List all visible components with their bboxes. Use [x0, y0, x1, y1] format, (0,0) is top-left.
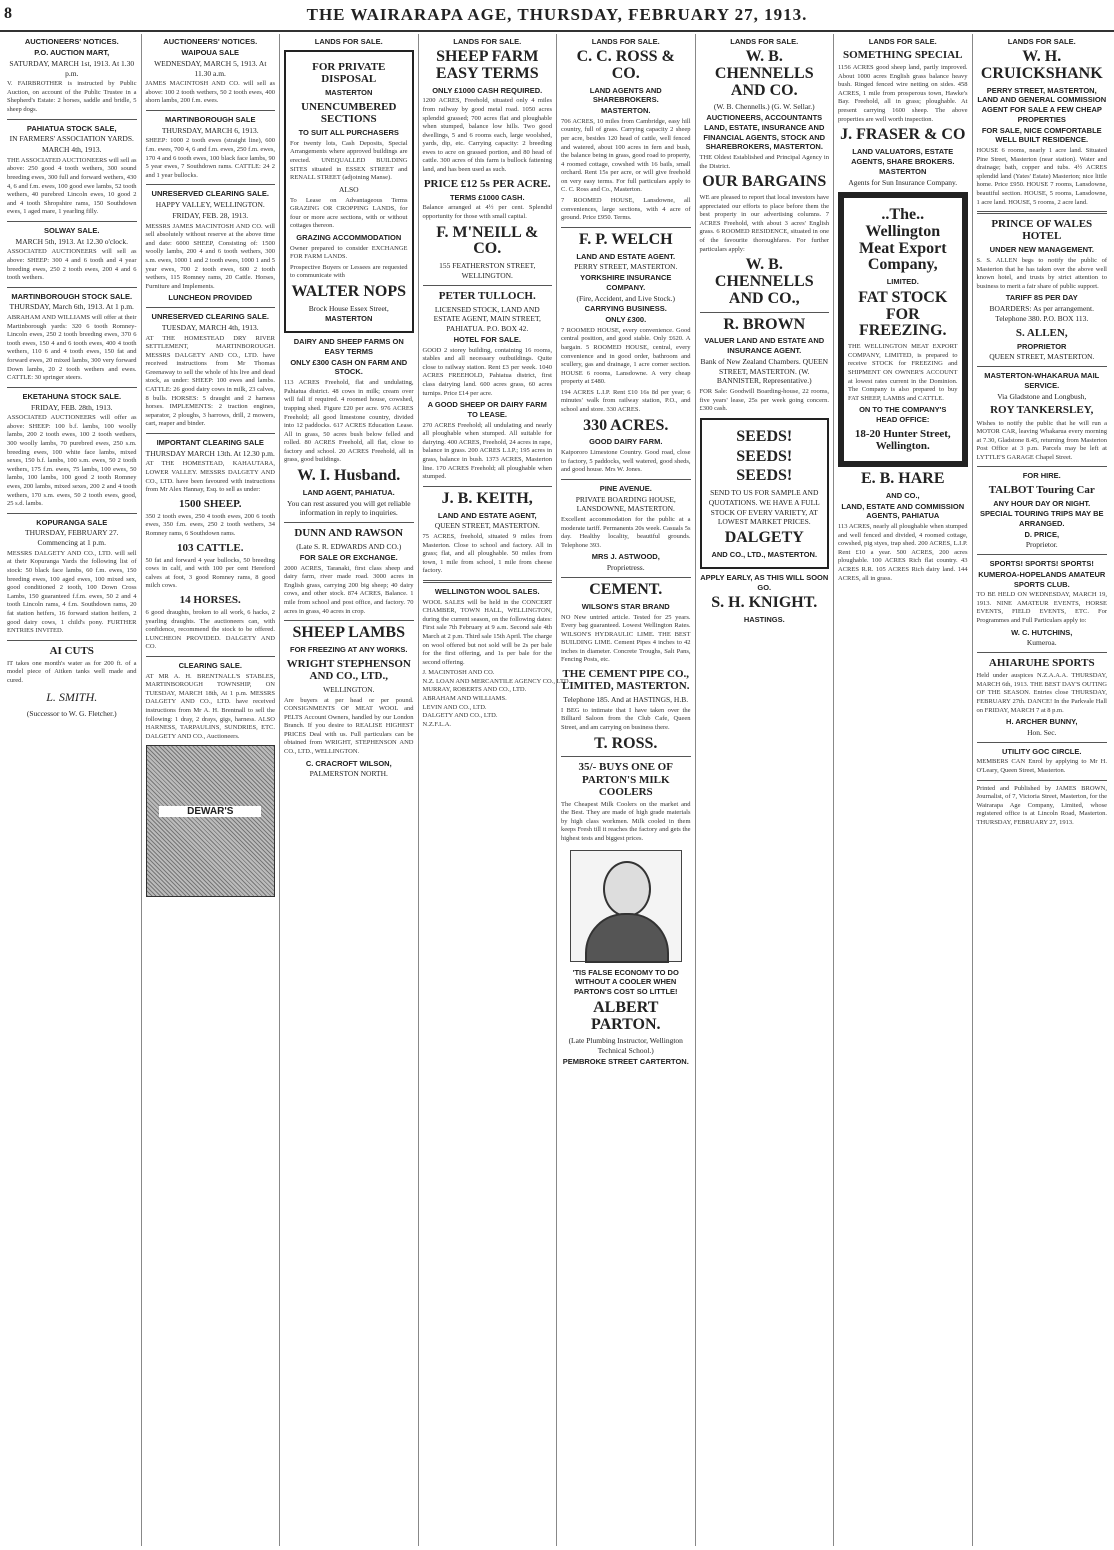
advertiser-note: You can rest assured you will get reliable information in reply to inquiries.: [286, 498, 411, 518]
notice-body: MESSRS DALGETY AND CO., LTD. will sell at their Kopuranga Yards the following list of stock: 50 black face lambs, 60 f.m. ewes, 150 breeding ewes, 100 aged ewes, 100 mixed sex, good conditioned 2 tooth, 100 Down Cross Lambs, 150 guaranteed f.f.m. ewes, 50 2 and 4 tooth Lincoln rams, 4 f.m. Southdown rams, 20 fat station heifers, 16 forward station heifers, 2 good dairy cows, 1 child's pony. FURTHER ENTRIES INVITED.: [7, 549, 137, 635]
ad-subheading: UNDER NEW MANAGEMENT.: [989, 245, 1094, 255]
divider: [7, 119, 137, 120]
lot-body: 6 good draughts, broken to all work, 6 hacks, 2 yearling draughts. The auctioneers can, with confidence, recommend the stock to be offered. LUNCHEON PROVIDED. DALGETY AND CO.: [145, 609, 275, 651]
column-6: [696, 34, 835, 1546]
ad-body: 1200 ACRES, Freehold, situated only 4 miles from railway by good metal road. 1050 acres splendid grassed; 700 acres flat and ploughable when stumped, balance low hills. Two good dwellings, 5 and 6 rooms each, large woolshed, yards, dip, etc. Carrying capacity: 2 breeding ewes to acre on grassed portion, and 80 head of cattle. 300 acres of this farm is bullock fattening land, and has been used as such.: [422, 97, 552, 173]
notice-body: WOOL SALES will be held in the CONCERT CHAMBER, TOWN HALL, WELLINGTON, during the current season, on the following dates: First sale 7th February at 9 a.m. Second sale 4th March at 2 p.m. Third sale 15th April. The charge on wool offered but not sold will be 2s per bale for the first offering, and 1s per bale for the second offering.: [422, 598, 552, 666]
notice-heading: MASTERTON-WHAKARUA MAIL SERVICE.: [984, 371, 1100, 390]
notice-subheading: ONLY £300.: [605, 315, 647, 325]
advertiser-title: LAND, ESTATE AND COMMISSION AGENTS, PAHIATUA: [841, 501, 965, 521]
notice-heading: CLEARING SALE.: [178, 660, 242, 670]
notice-body: SHEEP: 1000 2 tooth ewes (straight line), 600 f.m. ewes, 700 4, 6 and f.m. ewes, 250 f.m. ewes, 170 4 and 6 tooth ewes, 100 black face lambs, 90 5 year ewes, 7 Southdown rams. CATTLE: 24 2 and 1 year bullocks.: [145, 137, 275, 179]
ad-heading: 330 ACRES.: [583, 416, 669, 434]
ad-heading: FAT STOCK FOR FREEZING.: [858, 288, 948, 340]
divider: [977, 652, 1108, 653]
advertiser-name: DALGETY: [724, 529, 804, 547]
notice-heading: PINE AVENUE.: [599, 483, 652, 493]
advertiser-name: R. BROWN: [723, 315, 806, 333]
lot-body: 50 fat and forward 4 year bullocks, 50 breeding cows in calf, and with 100 per cent Hereford calves at foot, 3 good Romney rams, 8 good milch cows.: [145, 556, 275, 590]
lot-heading: 1500 SHEEP.: [178, 497, 242, 510]
divider: [977, 554, 1108, 555]
ad-body: HOUSE 6 rooms, nearly 1 acre land. Situated Pine Street, Masterton (near station). Water and drainage; bath, copper and tubs. 4½ ACRES splendid land (Yates' Estate) Masterton; nice little home. Price £950. HOUSE 7 rooms, Lansdowne, beautiful section. HOUSE, 5 rooms, Lansdowne, 1 acre land. HOUSE, 5 rooms, 2 acre land.: [976, 147, 1107, 206]
divider: [146, 656, 276, 657]
meat-export-advertisement: [838, 192, 968, 467]
notice-date: THURSDAY, March 6th, 1913. At 1 p.m.: [9, 302, 134, 312]
notice-heading: WAIPOUA SALE: [181, 48, 240, 57]
ad-body: To Lease on Advantageous Terms GRAZING OR CROPPING LANDS, for four or more acre sections, with or without cottages thereon.: [290, 196, 408, 230]
notice-body: THE ASSOCIATED AUCTIONEERS will sell as above: 250 good 4 tooth wethers, 300 sound breeding ewes, 300 full and forward wethers, 430 4, 6 and f.m. ewes, 100 good ewe lambs, 52 tooth wethers, 40 purebred Lincoln ewes, 10 good 2 and 4 tooth Shropshire rams, 150 Southdown ewes, 1 aged mare, 1 yearling filly.: [7, 156, 137, 216]
notice-body: AT MR A. H. BRENTNALL'S STABLES, MARTINBOROUGH TOWNSHIP, ON TUESDAY, MARCH 18th, At 1 p.m. MESSRS DALGETY AND CO., LTD. have received instructions from Mr A. H. Brentnall to sell the following: 1 dray, 2 drays, gigs, harness. ALSO HARNESS, TARPAULINS, SUNDRIES, ETC. DALGETY AND CO., Auctioneers.: [145, 672, 275, 740]
ad-body: The Cheapest Milk Coolers on the market and the Best. They are made of high grade materials by high class workmen. Milk cooled in them keeps Fresh till it reaches the factory and gets the highest tests and biggest prices.: [561, 800, 691, 843]
agent-town: PALMERSTON NORTH.: [309, 769, 388, 779]
section-header: LANDS FOR SALE.: [453, 37, 522, 46]
notice-heading: A GOOD SHEEP OR DAIRY FARM TO LEASE.: [427, 400, 547, 419]
notice-subheading: HAPPY VALLEY, WELLINGTON.: [155, 200, 265, 210]
notice-date: THURSDAY MARCH 13th. At 12.30 p.m.: [145, 448, 275, 458]
ad-subheading: ON TO THE COMPANY'S HEAD OFFICE:: [859, 405, 947, 425]
advertiser-title: PERRY STREET, MASTERTON, LAND AND GENERAL COMMISSION AGENT FOR SALE A FEW CHEAP PROPERTIES: [977, 85, 1107, 124]
ad-heading: ..The.. Wellington Meat Export Company,: [858, 205, 947, 274]
advertiser-agency: Agents for Sun Insurance Company.: [848, 178, 958, 188]
divider: [7, 513, 137, 514]
ad-subheading: GRAZING ACCOMMODATION: [296, 232, 402, 242]
notice-date: MARCH 5th, 1913. At 12.30 o'clock.: [15, 236, 128, 246]
ad-signature: L. SMITH.: [46, 689, 98, 704]
ad-body: For twenty lots, Cash Deposits, Special Arrangements where approved buildings are erected. UNEQUALLED BUILDING SITES situated in ESSEX STREET and RENALL STREET (adjoining Manse).: [290, 139, 408, 182]
notice-body: I BEG to intimate that I have taken over the Billiard Saloon from the Club Cafe, Queen Street, and am carrying on business there.: [561, 706, 691, 732]
notice-body: JAMES MACINTOSH AND CO. will sell as above: 100 2 tooth wethers, 50 2 tooth ewes, 400 shorn lambs, 200 f.m. ewes.: [145, 80, 275, 105]
column-2: [142, 34, 281, 1546]
advertiser-name: WALTER NOPS: [291, 282, 407, 300]
portrait-body: [585, 913, 669, 963]
notice-heading: HOTEL FOR SALE.: [453, 334, 521, 344]
notice-body: ABRAHAM AND WILLIAMS will offer at their Martinborough yards: 320 6 tooth Romney-Lincoln ewes, 250 2 tooth breeding ewes, 370 6 tooth ewes, 150 4 and 6 tooth ewes, 400 4 tooth wethers, 110 6 and 4 tooth ewes, 150 fat and forward ewes, 20 mixed lambs, 300 very forward Down lambs, 20 2 tooth wethers and ewes. CATTLE: 30 springer steers.: [7, 314, 137, 382]
notice-subheading: KUMEROA-HOPELANDS AMATEUR SPORTS CLUB.: [978, 569, 1106, 589]
proprietor-name: S. ALLEN,: [1015, 326, 1068, 339]
ad-body: Kaipororo Limestone Country. Good road, close to factory, 5 paddocks, well watered, good sheds, and good house. Mrs W. Jones.: [561, 449, 691, 474]
advertiser-town: HASTINGS.: [743, 615, 785, 625]
divider: [977, 742, 1108, 743]
notice-date: TUESDAY, MARCH 4th, 1913.: [161, 322, 259, 332]
ad-body: Owner prepared to consider EXCHANGE FOR FARM LANDS.: [290, 244, 408, 261]
imprint: Printed and Published by JAMES BROWN, Journalist, of 7, Victoria Street, Masterton, for the Wairarapa Age Company, Limited, whose registered office is at Lincoln Road, Masterton. THURSDAY, FEBRUARY 27, 1913.: [976, 784, 1107, 826]
advertiser-town: MASTERTON: [879, 167, 927, 177]
advertiser-details: LICENSED STOCK, LAND AND ESTATE AGENT, MAIN STREET, PAHIATUA. P.O. BOX 42.: [433, 304, 541, 334]
divider: [7, 287, 137, 288]
notice-heading: IMPORTANT CLEARING SALE: [156, 437, 264, 447]
column-1: [3, 34, 142, 1546]
agent-name: C. CRACROFT WILSON,: [305, 758, 392, 768]
ad-address: 18-20 Hunter Street, Wellington.: [854, 427, 951, 452]
divider: [146, 184, 276, 185]
signatory: N.Z. LOAN AND MERCANTILE AGENCY CO., LTD.: [422, 677, 571, 685]
notice-body: MEMBERS CAN Enrol by applying to Mr H. O'Leary, Queen Street, Masterton.: [976, 758, 1107, 774]
ad-heading: SEEDS!: [736, 467, 793, 485]
divider: [7, 640, 137, 641]
contact-name: W. C. HUTCHINS,: [1011, 627, 1073, 637]
column-5: [557, 34, 696, 1546]
section-header: LANDS FOR SALE.: [868, 37, 937, 46]
ad-body: THE Oldest Established and Principal Agency in the District.: [699, 154, 829, 170]
advertiser-address: PERRY STREET, MASTERTON.: [574, 262, 678, 272]
ad-also: ALSO: [338, 184, 359, 194]
advertiser-address: PEMBROKE STREET CARTERTON.: [562, 1056, 689, 1066]
ad-subheading: GOOD DAIRY FARM.: [589, 437, 663, 447]
advertiser-name: DUNN AND RAWSON: [294, 527, 404, 540]
ad-subheading: FOR FREEZING AT ANY WORKS.: [290, 644, 408, 654]
advertiser-address: 155 FEATHERSTON STREET, WELLINGTON.: [439, 261, 536, 280]
notice-heading: FOR HIRE.: [1022, 471, 1061, 481]
advertiser-address: Bank of New Zealand Chambers. QUEEN STREET, MASTERTON. (W. BANNISTER, Representative.): [700, 356, 828, 386]
advertiser-name: W. B. CHENNELLS AND CO.,: [714, 256, 814, 307]
advertiser-suffix: AND CO.,: [885, 490, 920, 500]
advertisement-brand: DEWAR'S: [159, 806, 261, 817]
section-header: LANDS FOR SALE.: [591, 37, 660, 46]
notice-heading: SPORTS! SPORTS! SPORTS!: [989, 559, 1094, 569]
advertiser-name: W. B. CHENNELLS AND CO.: [714, 48, 814, 99]
notice-subheading: ONLY £300 CASH ON FARM AND STOCK.: [290, 357, 408, 377]
divider: [561, 577, 691, 578]
ad-heading: CEMENT.: [589, 580, 663, 598]
newspaper-title: THE WAIRARAPA AGE, THURSDAY, FEBRUARY 27, 1913.: [306, 5, 808, 24]
notice-heading: UNRESERVED CLEARING SALE.: [151, 312, 269, 321]
contact-town: Kumeroa.: [1026, 638, 1057, 648]
column-3: [280, 34, 419, 1546]
divider: [284, 522, 414, 523]
ad-subheading: FOR SALE, NICE COMFORTABLE WELL BUILT RESIDENCE.: [981, 125, 1102, 145]
divider: [146, 433, 276, 434]
divider: [561, 479, 691, 480]
column-7: [834, 34, 973, 1546]
ad-contact: BOARDERS: As per arrangement. Telephone 380. P.O. BOX 113.: [989, 304, 1095, 323]
ad-body: 7 ROOMED HOUSE, every convenience. Good central position, and good stable. Only £620. A bargain. 5 ROOMED HOUSE, central, every convenience and in good order, bathroom and scullery, gas and drainage, 1 acre corner section. HOUSE 6 rooms, Lansdowne. A very cheap property at £480.: [561, 326, 691, 386]
ad-subheading: LIMITED.: [886, 277, 919, 287]
ad-body: ANY HOUR DAY OR NIGHT. SPECIAL TOURING TRIPS MAY BE ARRANGED.: [980, 499, 1104, 528]
advertiser-name: T. ROSS.: [594, 734, 658, 752]
advertiser-name: ROY TANKERSLEY,: [990, 404, 1094, 417]
divider: [7, 387, 137, 388]
signatory: LEVIN AND CO., LTD.: [422, 703, 487, 711]
signatory: MURRAY, ROBERTS AND CO., LTD.: [422, 686, 527, 694]
notice-date: FRIDAY, FEB. 28, 1913.: [172, 210, 249, 220]
divider: [146, 110, 276, 111]
ad-body: NO New untried article. Tested for 25 years. Every bag guaranteed. Lowest Wellington Rates. WILSON'S HYDRAULIC LIME. THE BEST BUILDING LIME. Cement Pipes 4 inches to 42 inches in diameter. Concrete Troughs, Salt Pans, Fencing Posts, etc.: [561, 613, 691, 664]
advertiser-title: AUCTIONEERS, ACCOUNTANTS LAND, ESTATE, INSURANCE AND FINANCIAL AGENTS, STOCK AND SHAREBROKERS, MASTERTON.: [703, 113, 826, 152]
divider: [977, 366, 1108, 367]
notice-date: SATURDAY, MARCH 1st, 1913. At 1.30 p.m.: [9, 58, 135, 78]
divider: [423, 486, 553, 487]
ad-body: Balance arranged at 4½ per cent. Splendid opportunity for those with small capital.: [422, 204, 552, 220]
advertiser-name: WRIGHT STEPHENSON AND CO., LTD.,: [286, 657, 411, 682]
notice-body: 270 ACRES Freehold; all undulating and nearly all ploughable when stumped. All suitable for dairying. 400 ACRES, Freehold, 24 acres in rape, balance in grass. 200 ACRES L.I.P.; 195 acres in grass, balance in bush. 1373 ACRES, Masterton line. 170 ACRES Freehold; all ploughable when stumped.: [422, 421, 552, 481]
ad-body: WE are pleased to report that local investors have appreciated our efforts to place before them the best property in our advertising columns. 7 ACRES Freehold, with about 3 acres' English grass. 6 ROOMED RESIDENCE, situated in one of the favourite thoroughfares. For further particulars apply:: [699, 194, 829, 253]
notice-heading: UTILITY GOC CIRCLE.: [1002, 746, 1082, 756]
ad-body: 75 ACRES, freehold, situated 9 miles from Masterton. Close to school and factory. All in grass; flat, and all ploughable. 50 miles from town, 1 mile from school, 1 mile from cheese factory.: [422, 533, 552, 575]
ad-body: Wishes to notify the public that he will run a MOTOR CAR, leaving Whakarua every morning at 7.30, Gladstone 8.45, returning from Masterton Post Office at 3 p.m. Parcels may be left at LYTTLE'S GARAGE Chapel Street.: [976, 419, 1107, 461]
proprietor-name: D. PRICE,: [1024, 529, 1060, 539]
ad-body: 113 ACRES, nearly all ploughable when stumped and well fenced and divided, 4 roomed cottage, cowshed, pig styes, trap shed. 200 ACRES, L.I.P. Rent £10 a year. 500 ACRES, 200 acres ploughable. 100 ACRES Rich flat country. 43 ACRES R.R. 105 ACRES Rich dairy land. 144 ACRES, all in grass.: [838, 523, 968, 582]
advertiser-title: LAND AND ESTATE AGENT,: [437, 510, 537, 520]
ad-heading: SHEEP FARM EASY TERMS: [435, 48, 539, 82]
notice-heading: P.O. AUCTION MART,: [34, 48, 110, 57]
advertiser-details: Telephone 185. And at HASTINGS, H.B.: [563, 695, 689, 705]
advertiser-name: E. B. HARE: [860, 470, 945, 487]
signatories: [422, 669, 571, 729]
ad-body: S. S. ALLEN begs to notify the public of Masterton that he has taken over the above well known hotel, and trusts by strict attention to business to merit a fair share of public support.: [976, 257, 1107, 290]
advertiser-name: W. H. CRUICKSHANK: [980, 48, 1103, 82]
ad-location: MASTERTON: [325, 88, 373, 98]
notice-heading: UNRESERVED CLEARING SALE.: [151, 189, 269, 199]
ad-body: Prospective Buyers or Lessees are requested to communicate with: [290, 263, 408, 280]
notice-date: FRIDAY, FEB. 28th, 1913.: [31, 402, 113, 412]
notice-heading: PAHIATUA STOCK SALE,: [26, 123, 117, 133]
divider: [7, 221, 137, 222]
portrait-illustration: [570, 850, 682, 962]
advertiser-name: PETER TULLOCH.: [438, 289, 536, 302]
notice-heading: KOPURANGA SALE: [36, 517, 108, 527]
notice-heading: EKETAHUNA STOCK SALE.: [22, 391, 122, 401]
notice-date: THURSDAY, FEBRUARY 27. Commencing at 1 p.m.: [25, 528, 119, 548]
advertiser-agency-note: (Fire, Accident, and Live Stock.): [576, 293, 675, 303]
notice-body: TO BE HELD ON WEDNESDAY, MARCH 19, 1913. NINE AMATEUR EVENTS, HORSE EVENTS, FIELD EVENTS, ETC. For Programmes and Full Particulars apply to:: [976, 591, 1107, 625]
advertiser-partners: (W. B. Chennells.) (G. W. Sellar.): [713, 102, 815, 112]
notice-heading: CARRYING BUSINESS.: [584, 304, 667, 314]
proprietor-name: MRS J. ASTWOOD,: [591, 552, 660, 562]
notice-body: AT THE HOMESTEAD DRY RIVER SETTLEMENT, MARTINBOROUGH. MESSRS DALGETY AND CO., LTD. have received instructions from Mr Thomas Greenaway to sell the whole of his live and dead stock, as under: SHEEP: 100 ewes and lambs. CATTLE: 26 good dairy cows in milk, 23 calves, 8 bulls. HORSES: 5 draught and 2 harness horses. IMPLEMENTS: 2 traction engines, separator, 2 ploughs, 3 harrows, drill, 2 mowers, cart, reaper and binder.: [145, 334, 275, 428]
ad-heading: SOMETHING SPECIAL: [843, 49, 963, 61]
proprietor-title: PROPRIETOR: [1017, 341, 1067, 351]
ad-body: FOR Sale: Goodwill Boarding-house, 22 rooms, five years' lease, 25s per week going concern. £300 cash.: [699, 388, 829, 413]
ad-subheading: TO SUIT ALL PURCHASERS: [298, 128, 399, 138]
advertiser-title: LAND AND ESTATE AGENT.: [576, 251, 676, 261]
ad-signature-note: (Successor to W. G. Fletcher.): [26, 708, 117, 718]
advertiser-title: LAND AGENTS AND SHAREBROKERS.: [589, 85, 662, 105]
notice-subheading: Via Gladstone and Longbush,: [997, 391, 1087, 401]
ad-body: IT takes one month's water as for 200 ft. of a model piece of Aitken tanks well made and cured.: [7, 659, 137, 684]
ad-heading: TALBOT Touring Car: [988, 484, 1095, 497]
signatory: J. MACINTOSH AND CO.: [422, 669, 495, 677]
ad-body: Are buyers at per head or per pound. CONSIGNMENTS OF MEAT WOOL and PELTS Account Owners, handled by our London Branch. If you desire to REALISE HIGHEST PRICES Deal with us. Full particulars can be obtained from WRIGHT, STEPHENSON AND CO., LTD., WELLINGTON.: [284, 696, 414, 756]
divider: [561, 756, 691, 757]
divider: [423, 580, 553, 583]
ad-subheading: UNENCUMBERED SECTIONS: [301, 100, 397, 126]
signatory: DALGETY AND CO., LTD.: [422, 712, 498, 720]
seeds-advertisement: [700, 418, 830, 569]
notice-body: 2000 ACRES, Taranaki, first class sheep and dairy farm, river made road. 3000 acres in English grass, carrying 200 big sheep; 40 dairy cows, and other stock. 874 ACRES, Balance. 1 mile from school and post office, and factory. 70 acres in grass, 40 acres in crop.: [284, 564, 414, 615]
signatory: ABRAHAM AND WILLIAMS.: [422, 695, 507, 703]
notice-heading: SOLWAY SALE.: [44, 225, 100, 235]
divider: [700, 312, 830, 313]
terms-line: TERMS £1000 CASH.: [449, 192, 525, 202]
contact-name: H. ARCHER BUNNY,: [1006, 717, 1078, 727]
section-header: LANDS FOR SALE.: [1007, 37, 1076, 46]
notice-body: GOOD 2 storey building, containing 16 rooms, stables and all necessary outbuildings. Quite close to railway station. Rent £3 per week. 1040 ACRES FREEHOLD, Pahiatua district, first class dairying land. 600 acres grass, 60 acres turnips. Price £14 per acre.: [422, 346, 552, 397]
portrait-head: [603, 861, 651, 917]
advertiser-town: MASTERTON: [325, 314, 373, 324]
notice-heading: FOR SALE OR EXCHANGE.: [299, 552, 398, 562]
divider: [561, 227, 691, 228]
notice-date: WEDNESDAY, MARCH 5, 1913. At 11.30 a.m.: [154, 58, 267, 78]
proprietor-title: Proprietress.: [606, 563, 645, 573]
advertiser-address: Brock House Essex Street,: [308, 303, 389, 313]
ad-footer: APPLY EARLY, AS THIS WILL SOON GO.: [700, 572, 829, 592]
page-number: 8: [4, 5, 12, 22]
ad-heading: FOR PRIVATE DISPOSAL: [312, 61, 386, 86]
advertiser-name: S. H. KNIGHT.: [711, 594, 818, 612]
notice-date: THURSDAY, MARCH 6, 1913.: [161, 125, 259, 135]
notice-heading: MARTINBOROUGH SALE: [165, 114, 256, 124]
advertiser-town: MASTERTON.: [601, 106, 651, 116]
columns: [3, 34, 1111, 1546]
tariff-line: TARIFF 8S PER DAY: [1005, 293, 1078, 303]
ad-body: 194 ACRES L.I.P. Rent £10 16s 8d per year; 6 minutes' walk from railway station, P.O., and school and store. 330 ACRES.: [561, 388, 691, 414]
advertiser-note: (Late S. R. EDWARDS AND CO.): [296, 542, 402, 552]
ad-slogan: 'TIS FALSE ECONOMY TO DO WITHOUT A COOLER WHEN PARTON'S COST SO LITTLE!: [572, 967, 679, 997]
advertiser-agency: YORKSHIRE INSURANCE COMPANY.: [580, 273, 672, 292]
advertiser-town: AND CO., LTD., MASTERTON.: [711, 550, 818, 559]
lot-body: 350 2 tooth ewes, 250 4 tooth ewes, 200 6 tooth ewes, 350 f.m. ewes, 250 2 tooth wethers, 34 Romney rams, 6 Southdown rams.: [145, 512, 275, 537]
divider: [284, 620, 414, 621]
advertiser-address: QUEEN STREET, MASTERTON.: [434, 521, 540, 531]
section-header: LANDS FOR SALE.: [314, 37, 383, 46]
ad-heading: PRINCE OF WALES HOTEL: [991, 218, 1093, 243]
advertiser-name: ALBERT PARTON.: [590, 998, 661, 1033]
divider: [146, 307, 276, 308]
notice-footer: LUNCHEON PROVIDED: [168, 293, 253, 303]
ad-body: SEND TO US FOR SAMPLE AND QUOTATIONS. WE HAVE A FULL STOCK OF EVERY VARIETY, AT LOWEST MARKET PRICES.: [708, 488, 820, 527]
notice-subheading: PRIVATE BOARDING HOUSE, LANSDOWNE, MASTERTON.: [575, 494, 676, 514]
notice-body: ASSOCIATED AUCTIONEERS will sell as above: SHEEP: 300 4 and 6 tooth and 4 year breeding ewes, 250 2 tooth ewes, 200 4 and 6 tooth wethers.: [7, 248, 137, 282]
price-line: PRICE £12 5s PER ACRE.: [423, 177, 551, 190]
advertiser-name: J. FRASER & CO: [840, 126, 966, 144]
notice-body: 113 ACRES Freehold, flat and undulating, Pahiatua district. 48 cows in milk; cream over will fall if required. 4 roomed house, cowshed, trapping shed. Figure £20 per acre. 976 ACRES Freehold; all good limestone country, divided into 12 paddocks. 617 ACRES Education Lease. All in grass, 50 acres bush below felled and rolled. 80 ACRES Freehold, all flat, close to factory and school. 20 ACRES Freehold, all in grass, good buildings.: [284, 379, 414, 464]
illustrated-advertisement: [146, 745, 276, 897]
notice-heading: WELLINGTON WOOL SALES.: [434, 586, 540, 596]
ad-heading: 35/- BUYS ONE OF PARTON'S MILK COOLERS: [578, 761, 673, 798]
divider: [977, 466, 1108, 467]
notice-body: MESSRS JAMES MACINTOSH AND CO. will sell absolutely without reserve at the above time and date: 6000 SHEEP, Consisting of: 1500 woolly lambs, 200 4 and 6 tooth wethers, 300 s.m. ewes, 1000 1 and 2 tooth ewes, 1000 1 and 5 year ewes, 700 2 tooth ewes, 600 2 tooth wethers, 115 Romney rams, 20 Cattle. Horses, Furniture and Implements.: [145, 222, 275, 290]
lot-heading: 14 HORSES.: [179, 593, 241, 606]
advertiser-name: THE CEMENT PIPE CO., LIMITED, MASTERTON.: [562, 667, 690, 693]
advertiser-name: J. B. KEITH,: [441, 489, 533, 507]
divider: [423, 285, 553, 286]
advertiser-town: WELLINGTON.: [323, 684, 375, 694]
ad-heading: OUR BARGAINS: [702, 173, 827, 191]
notice-heading: AHIARUHE SPORTS: [988, 657, 1095, 670]
masthead: [0, 0, 1114, 32]
ad-heading: SEEDS!: [736, 447, 793, 465]
contact-title: Hon. Sec.: [1027, 727, 1057, 737]
notice-body: Excellent accommodation for the public at a moderate tariff. Permanents 20s week. Casuals 5s day. Healthy locality, beautiful grounds. Telephone 393.: [561, 516, 691, 549]
ad-body: 7 ROOMED HOUSE, Lansdowne, all conveniences, large sections, with 4 acre of ground. Price £950. Terms.: [561, 197, 691, 222]
advertiser-note: (Late Plumbing Instructor, Wellington Technical School.): [568, 1036, 683, 1056]
advertiser-name: F. P. WELCH: [578, 230, 673, 248]
advertiser-name: W. I. Husband.: [297, 466, 401, 484]
notice-heading: MARTINBOROUGH STOCK SALE.: [11, 291, 133, 301]
proprietor-title: Proprietor.: [1025, 540, 1058, 550]
notice-body: V. FAIRBROTHER is instructed by Public Auction, on account of the Public Trustee in a Shepherd's Estate: 2 horses, saddle and bridle, 5 sheep dogs.: [7, 80, 137, 113]
divider: [977, 780, 1108, 781]
column-4: [419, 34, 571, 1546]
section-header: LANDS FOR SALE.: [730, 37, 799, 46]
signatory: N.Z.F.L.A.: [422, 720, 452, 728]
ad-subheading: WILSON'S STAR BRAND: [581, 601, 670, 611]
notice-subheading: IN FARMERS' ASSOCIATION YARDS.: [9, 134, 134, 144]
advertiser-name: C. C. ROSS & CO.: [576, 48, 675, 82]
notice-heading: DAIRY AND SHEEP FARMS ON EASY TERMS: [293, 337, 404, 356]
ad-body: THE WELLINGTON MEAT EXPORT COMPANY, LIMITED, is prepared to receive STOCK for FREEZING and SHIPMENT ON OWNER'S ACCOUNT at lowest rates current in the Dominion. The Company is also prepared to buy FAT SHEEP, LAMBS and CATTLE.: [848, 343, 958, 402]
advertiser-title: LAND AGENT, PAHIATUA.: [302, 487, 395, 497]
ad-body: 1156 ACRES good sheep land, partly improved. About 1000 acres English grass balance heavy bush. Ringed fenced wire netting on sides. 458 ACRES, 1 mile from prosperous town, Hawke's Bay. Freehold, all in grass; ploughable. At present carrying 1600 sheep. The above properties are well worth inspection.: [838, 64, 968, 123]
ad-heading: SEEDS!: [736, 427, 793, 445]
advertiser-name: F. M'NEILL & CO.: [436, 223, 539, 258]
advertiser-title: VALUER LAND AND ESTATE AND INSURANCE AGENT.: [704, 336, 825, 356]
notice-date: MARCH 4th, 1913.: [41, 145, 102, 155]
ad-subheading: ONLY £1000 CASH REQUIRED.: [432, 85, 543, 95]
ad-heading: SHEEP LAMBS: [292, 624, 405, 642]
ad-body: 706 ACRES, 10 miles from Cambridge, easy hill country, full of grass. Carrying capacity 2 sheep per acre, besides 120 head of cattle, well fenced and watered, about 100 acres in fern and bush, the balance being in grass, good road to property, 4 roomed cottage, cowshed with 16 bails, small orchard. Rent 15s per acre, or will give freehold on very easy terms. For full particulars apply to C. C. Ross and Co., Masterton.: [561, 117, 691, 194]
notice-body: AT THE HOMESTEAD, KAHAUTARA, LOWER VALLEY. MESSRS DALGETY AND CO., LTD. have been favoured with instructions from Mr Alex Hannay, Esq. to sell as under:: [145, 460, 275, 494]
advertiser-title: LAND VALUATORS, ESTATE AGENTS, SHARE BROKERS.: [851, 146, 955, 166]
column-8: [973, 34, 1112, 1546]
divider: [977, 211, 1108, 214]
section-header: AUCTIONEERS' NOTICES.: [24, 37, 119, 46]
advertiser-address: QUEEN STREET, MASTERTON.: [989, 352, 1095, 362]
lot-heading: 103 CATTLE.: [177, 541, 244, 554]
ad-heading: AI CUTS: [49, 644, 94, 657]
notice-body: Held under auspices N.Z.A.A.A. THURSDAY, MARCH 6th, 1913. THE BEST DAY'S OUTING OF THE SEASON. Entries close THURSDAY, FEBRUARY 27th. DANCE! In the Parkvale Hall on FRIDAY, MARCH 7 at 8 p.m.: [976, 672, 1107, 714]
section-header: AUCTIONEERS' NOTICES.: [163, 37, 258, 46]
advertisement-box: [284, 50, 414, 333]
notice-body: ASSOCIATED AUCTIONEERS will offer as above: SHEEP: 100 b.f. lambs, 100 woolly lambs, 200 2 tooth ewes, 100 2 tooth wethers, 300 woolly lambs, 70 purebred ewes, 250 s.m. breeding ewes, 100 white face lambs, mixed sexes, 150 b.f. lambs, 100 s.m. ewes, 50 2 tooth wethers, 175 f.m. ewes, 75 lambs, 100 ewes, 50 lambs, 100 lambs, 100 good 2 tooth Romney ewes, 200 lambs, mixed sexes, 200 2 and 4 tooth wethers, 170 s.m. ewes, 50 2 tooth ewes, good, 25 s.d. lambs.: [7, 414, 137, 508]
